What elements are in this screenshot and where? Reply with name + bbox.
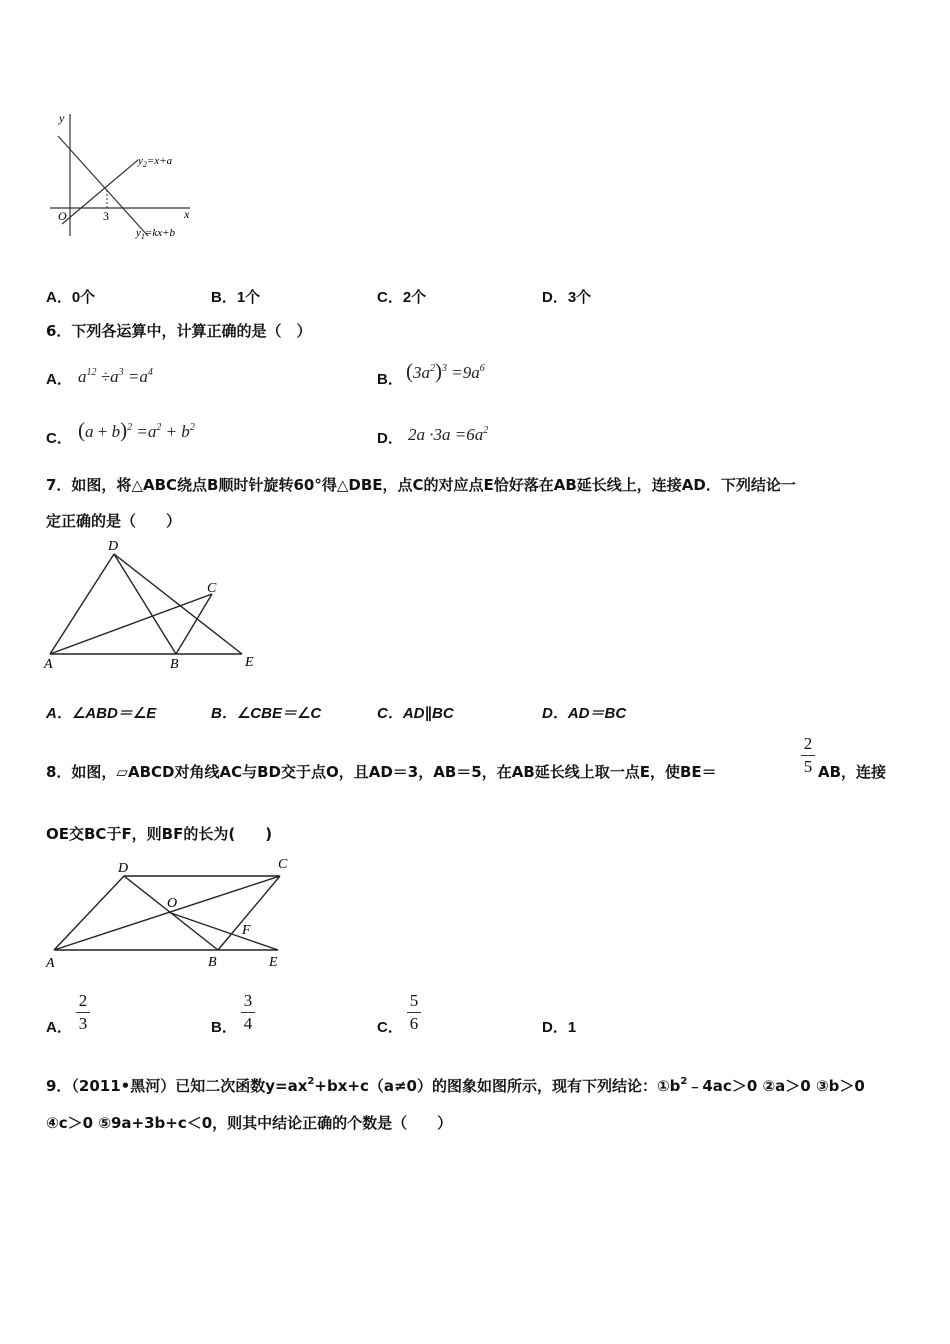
q9-stem-line2: ④c＞0 ⑤9a+3b+c＜0，则其中结论正确的个数是（ ） [46, 1114, 453, 1132]
q8-label-a[interactable]: A． [46, 1019, 72, 1036]
q8-figure [42, 850, 298, 974]
q8-fraction-b: 3 4 [241, 991, 255, 1034]
q6-label-b[interactable]: B． [377, 371, 403, 388]
q7-stem-line1: 7．如图，将△ABC绕点B顺时针旋转60°得△DBE，点C的对应点E恰好落在AB延长线上，连接AD．下列结论一 [46, 476, 796, 494]
q7-option-c[interactable]: C．AD∥BC [377, 705, 454, 722]
q6-label-c[interactable]: C． [46, 430, 72, 447]
q6-label-a[interactable]: A． [46, 371, 72, 388]
svg-text:D: D [118, 861, 129, 876]
q5-option-b[interactable]: B．1个 [211, 289, 261, 306]
svg-text:E: E [269, 955, 278, 970]
q6-expr-c: $(a + b)^2 =a^2 + b^2$ [78, 418, 195, 442]
y-label: y [59, 111, 65, 125]
line-y2 [62, 160, 138, 224]
q8-option-d[interactable]: D．1 [542, 1019, 577, 1036]
q5-option-d[interactable]: D．3个 [542, 289, 592, 306]
q8-label-c[interactable]: C． [377, 1019, 403, 1036]
svg-text:B: B [208, 955, 217, 970]
svg-text:F: F [242, 923, 251, 938]
q7-figure [42, 536, 264, 672]
q8-label-b[interactable]: B． [211, 1019, 237, 1036]
q7-option-d[interactable]: D．AD＝BC [542, 705, 627, 722]
svg-text:A: A [46, 956, 55, 971]
svg-text:E: E [245, 655, 254, 670]
svg-text:D: D [108, 539, 119, 554]
svg-text:C: C [207, 581, 217, 596]
q5-option-c[interactable]: C．2个 [377, 289, 427, 306]
q8-fraction-c: 5 6 [407, 991, 421, 1034]
tick3-label: 3 [103, 209, 109, 223]
svg-text:O: O [167, 896, 178, 911]
x-label: x [184, 207, 190, 221]
q7-option-a[interactable]: A．∠ABD＝∠E [46, 705, 157, 722]
q6-expr-a: $a^{12} \div a^3 =a^4$ [78, 367, 153, 386]
q6-expr-b: $(3a^2)^3 =9a^6$ [406, 359, 485, 383]
q9-stem-line1: 9．（2011•黑河）已知二次函数$y=ax^2+bx+c(a\ne 0)$的图象如图所示，现有下列结论：$①b^2﹣4ac>0$ ②a＞0 ③b＞0 [46, 1076, 865, 1095]
q6-stem: 6．下列各运算中，计算正确的是（ ） [46, 322, 312, 340]
origin-label: O [58, 209, 67, 223]
line2-label: $y_2=x+a$ [138, 155, 173, 169]
q6-expr-d: $2a \cdot 3a =6a^2$ [408, 425, 489, 444]
q8-stem-part2: AB，连接 [818, 763, 887, 781]
q5-graph [44, 108, 200, 246]
q8-stem-fraction: 2 5 [801, 734, 815, 777]
q8-stem-line2: OE交BC于F，则BF的长为( ) [46, 825, 273, 843]
svg-text:B: B [170, 657, 179, 672]
q7-option-b[interactable]: B．∠CBE＝∠C [211, 705, 322, 722]
line1-label: $y_1=kx+b$ [136, 227, 176, 241]
svg-text:C: C [278, 857, 288, 872]
svg-text:A: A [44, 657, 53, 672]
q8-fraction-a: 2 3 [76, 991, 90, 1034]
q8-stem-part1: 8．如图，▱ABCD对角线AC与BD交于点O，且AD＝3，AB＝5，在AB延长线上取一点E，使BE＝ [46, 763, 717, 781]
q7-stem-line2: 定正确的是（ ） [46, 512, 182, 530]
q6-label-d[interactable]: D． [377, 430, 403, 447]
q5-option-a[interactable]: A．0个 [46, 289, 96, 306]
